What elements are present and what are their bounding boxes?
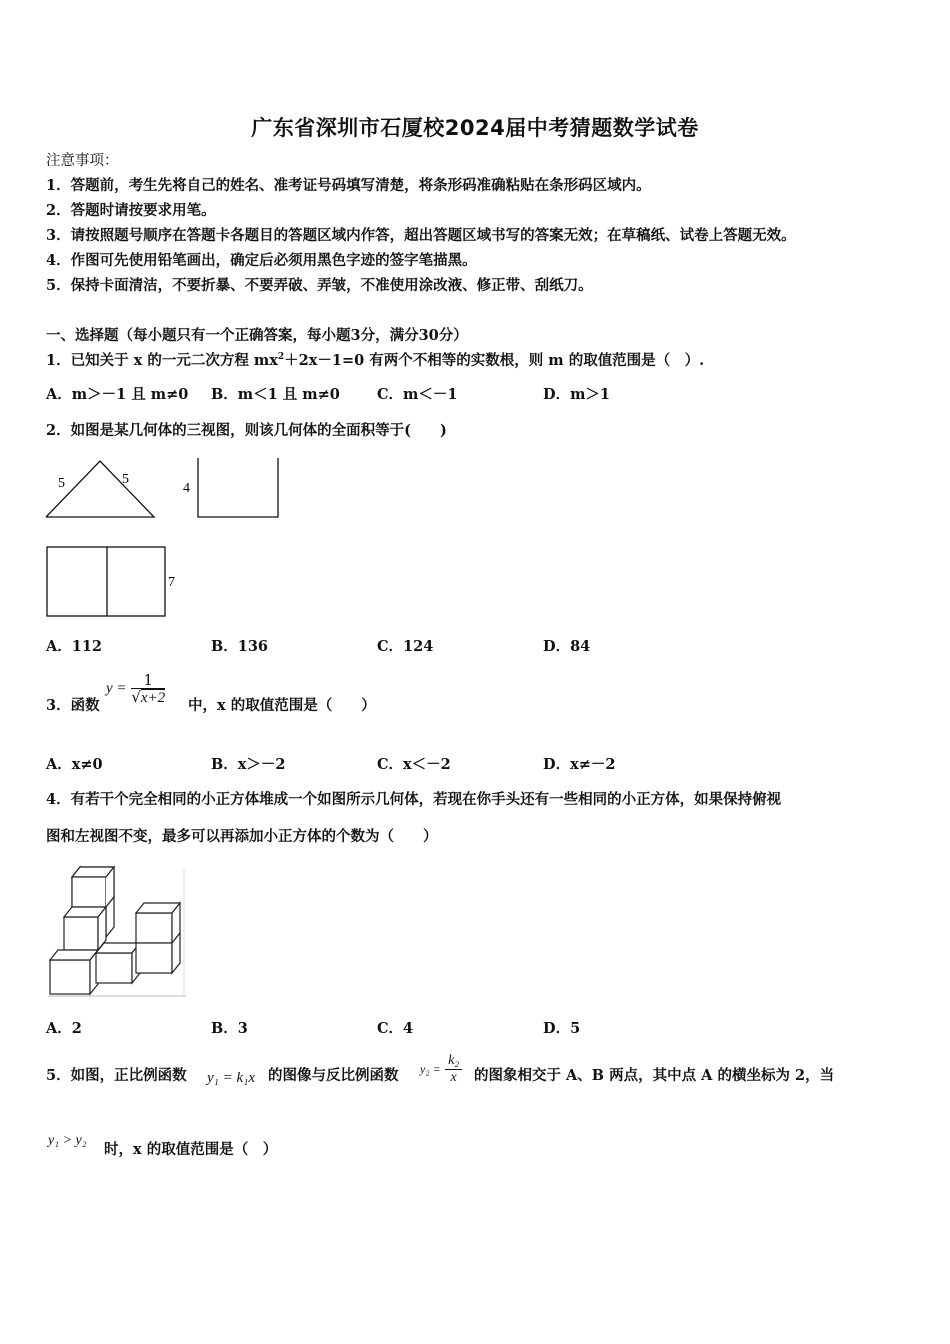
three-view-figure bbox=[40, 455, 290, 625]
q5-direct-function: y₁ = k₁x bbox=[207, 1070, 256, 1086]
top-view-rect bbox=[47, 547, 175, 616]
q5-denominator: x bbox=[450, 1070, 457, 1085]
notice-item-2: 2．答题时请按要求用笔。 bbox=[46, 202, 216, 219]
question-3-post: 中，x 的取值范围是（ ） bbox=[188, 697, 376, 714]
cube-stack-figure bbox=[44, 865, 189, 1000]
q4-option-b[interactable]: B．3 bbox=[211, 1020, 248, 1037]
question-4-line1: 4．有若干个完全相同的小正方体堆成一个如图所示几何体，若现在你手头还有一些相同的小正方体，如果保持俯视 bbox=[46, 791, 782, 808]
q2-option-a[interactable]: A．112 bbox=[46, 638, 103, 655]
question-2: 2．如图是某几何体的三视图，则该几何体的全面积等于( ) bbox=[46, 422, 447, 439]
q1-exponent: 2 bbox=[277, 352, 285, 363]
q5-y1-gt-y2: y₁ > y₂ bbox=[48, 1133, 87, 1148]
q2-option-b[interactable]: B．136 bbox=[211, 638, 269, 655]
q5-formula-1 bbox=[207, 1068, 255, 1087]
q3-formula bbox=[106, 672, 165, 706]
label-side-left: 5 bbox=[58, 476, 65, 491]
q4-option-c[interactable]: C．4 bbox=[377, 1020, 414, 1037]
q2-option-d[interactable]: D．84 bbox=[543, 638, 591, 655]
side-view-rect bbox=[183, 458, 278, 517]
q1-option-c[interactable]: C．m＜－1 bbox=[377, 386, 458, 403]
q3-y: y = bbox=[106, 680, 127, 697]
notice-item-3: 3．请按照题号顺序在答题卡各题目的答题区域内作答，超出答题区域书写的答案无效；在草稿纸、试卷上答题无效。 bbox=[46, 227, 796, 244]
label-side-right: 5 bbox=[122, 472, 129, 487]
label-depth: 7 bbox=[168, 575, 175, 590]
cube-drawing bbox=[48, 867, 186, 996]
section-heading: 一、选择题（每小题只有一个正确答案，每小题3分，满分30分） bbox=[46, 327, 468, 344]
q3-option-d[interactable]: D．x≠－2 bbox=[543, 756, 616, 773]
q4-option-a[interactable]: A．2 bbox=[46, 1020, 82, 1037]
q3-radicand: x+2 bbox=[140, 690, 166, 706]
q5-inequality bbox=[48, 1132, 87, 1149]
q1-option-d[interactable]: D．m＞1 bbox=[543, 386, 611, 403]
question-4-line2: 图和左视图不变，最多可以再添加小正方体的个数为（ ） bbox=[46, 828, 438, 845]
q1-option-a[interactable]: A．m＞－1 且 m≠0 bbox=[46, 386, 189, 403]
q3-fraction bbox=[131, 672, 165, 706]
front-view-triangle bbox=[46, 461, 154, 517]
q5-numerator: k₂ bbox=[445, 1053, 462, 1070]
page-title: 广东省深圳市石厦校2024届中考猜题数学试卷 bbox=[251, 116, 699, 140]
question-3-pre: 3．函数 bbox=[46, 697, 100, 714]
notice-item-1: 1．答题前，考生先将自己的姓名、准考证号码填写清楚，将条形码准确粘贴在条形码区域内。 bbox=[46, 177, 651, 194]
q3-numerator: 1 bbox=[131, 672, 165, 689]
question-1 bbox=[46, 351, 704, 371]
notice-item-5: 5．保持卡面清洁，不要折暴、不要弄破、弄皱，不准使用涂改液、修正带、刮纸刀。 bbox=[46, 277, 593, 294]
q2-option-c[interactable]: C．124 bbox=[377, 638, 434, 655]
q5-formula-2 bbox=[420, 1053, 462, 1086]
q3-option-a[interactable]: A．x≠0 bbox=[46, 756, 103, 773]
q1-text-pre: 1．已知关于 x 的一元二次方程 mx bbox=[46, 352, 278, 369]
question-5-mid: 的图像与反比例函数 bbox=[268, 1067, 399, 1084]
q3-option-b[interactable]: B．x＞－2 bbox=[211, 756, 286, 773]
question-5-pre: 5．如图，正比例函数 bbox=[46, 1067, 187, 1084]
notice-heading: 注意事项： bbox=[46, 153, 119, 169]
q3-denominator: √x+2 bbox=[131, 688, 166, 706]
q5-fraction bbox=[445, 1053, 462, 1086]
q1-option-b[interactable]: B．m＜1 且 m≠0 bbox=[211, 386, 340, 403]
label-height: 4 bbox=[183, 481, 190, 496]
q1-text-post: ＋2x－1=0 有两个不相等的实数根，则 m 的取值范围是（ ）. bbox=[284, 352, 705, 369]
q5-inverse-lhs: y₂ = bbox=[420, 1062, 441, 1076]
notice-item-4: 4．作图可先使用铅笔画出，确定后必须用黑色字迹的签字笔描黑。 bbox=[46, 252, 477, 269]
q3-option-c[interactable]: C．x＜－2 bbox=[377, 756, 451, 773]
question-5-line2: 时，x 的取值范围是（ ） bbox=[104, 1141, 278, 1158]
q4-option-d[interactable]: D．5 bbox=[543, 1020, 581, 1037]
question-5-post: 的图象相交于 A、B 两点，其中点 A 的横坐标为 2，当 bbox=[474, 1067, 835, 1084]
